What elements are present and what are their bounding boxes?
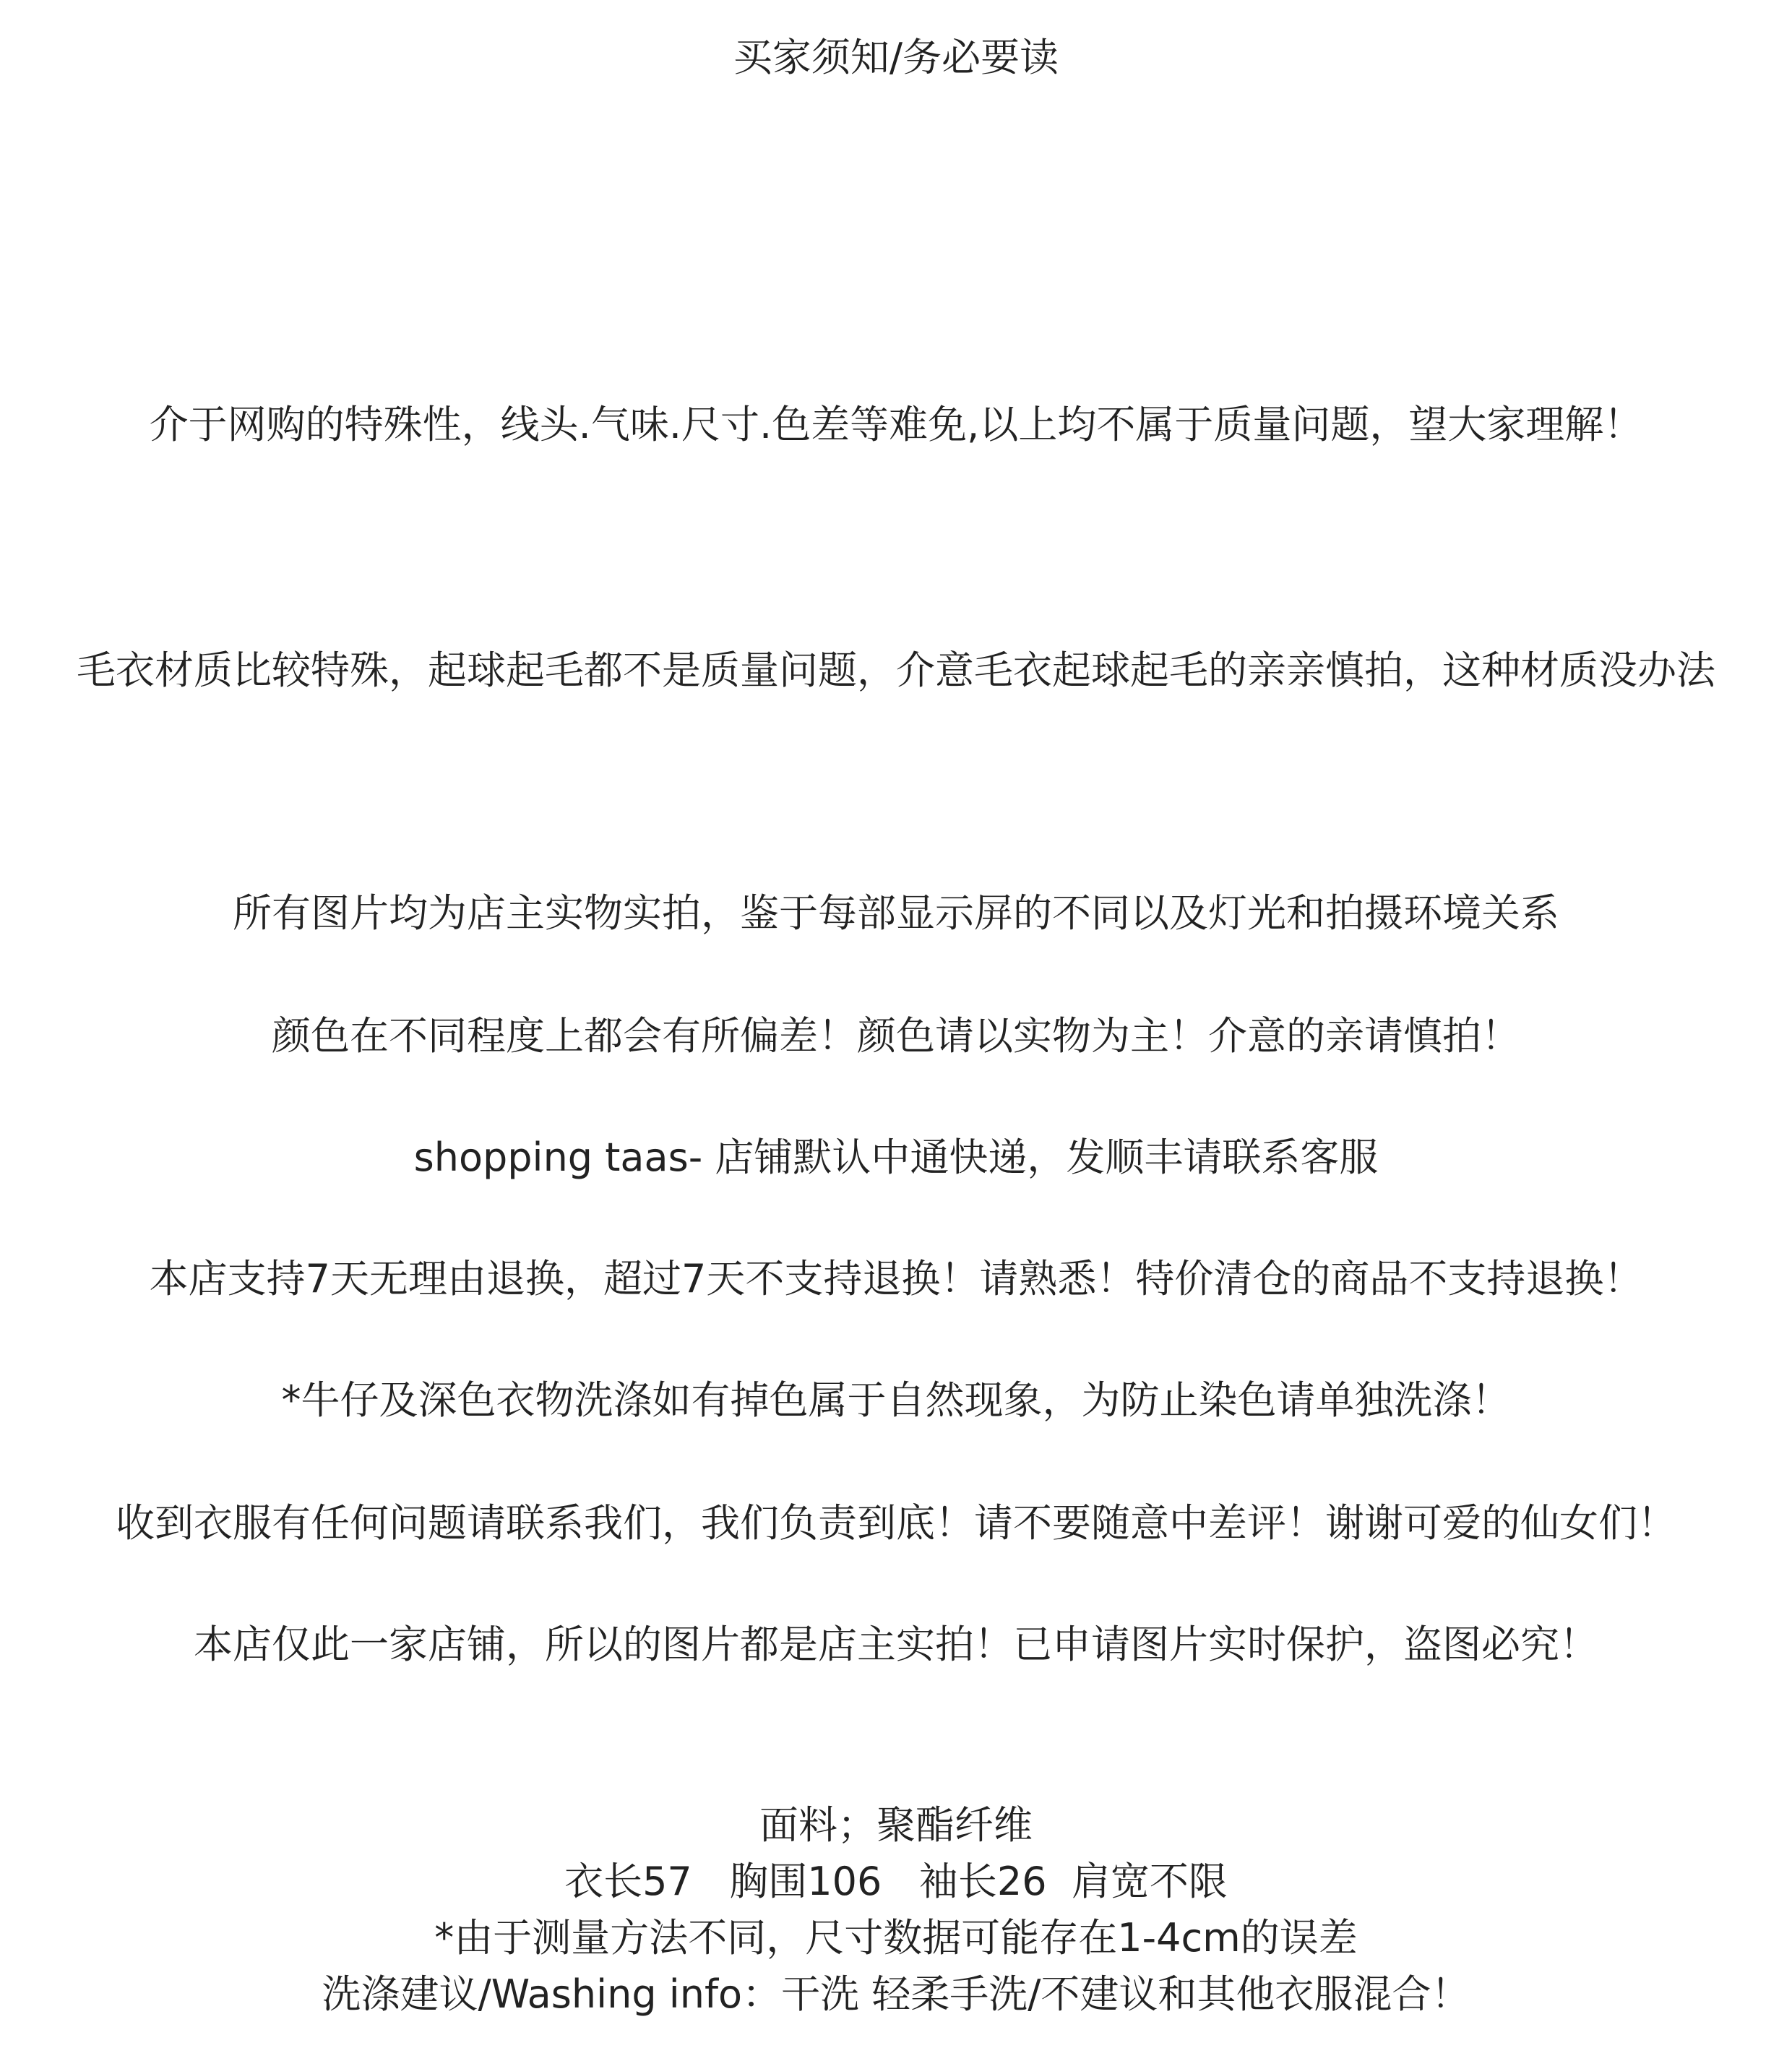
notice-shipping: shopping taas- 店铺默认中通快递，发顺丰请联系客服: [413, 1135, 1379, 1180]
notice-color-deviation: 颜色在不同程度上都会有所偏差！颜色请以实物为主！介意的亲请慎拍！: [272, 1013, 1520, 1059]
notice-return-policy: 本店支持7天无理由退换，超过7天不支持退换！请熟悉！特价清仓的商品不支持退换！: [149, 1256, 1643, 1301]
notice-sweater-pilling: 毛衣材质比较特殊，起球起毛都不是质量问题，介意毛衣起球起毛的亲亲慎拍，这种材质没办法: [77, 647, 1715, 693]
notice-real-photos: 所有图片均为店主实物实拍，鉴于每部显示屏的不同以及灯光和拍摄环境关系: [233, 890, 1559, 936]
spec-fabric: 面料；聚酯纤维: [759, 1802, 1033, 1848]
notice-online-shopping: 介于网购的特殊性，线头.气味.尺寸.色差等难免,以上均不属于质量问题，望大家理解！: [149, 402, 1643, 447]
page-title: 买家须知/务必要读: [733, 35, 1059, 80]
spec-measurement-note: *由于测量方法不同，尺寸数据可能存在1-4cm的误差: [434, 1915, 1358, 1961]
spec-washing-info: 洗涤建议/Washing info：干洗 轻柔手洗/不建议和其他衣服混合！: [322, 1971, 1470, 2017]
notice-only-store: 本店仅此一家店铺，所以的图片都是店主实拍！已申请图片实时保护，盗图必究！: [194, 1622, 1598, 1667]
notice-washing-color: *牛仔及深色衣物洗涤如有掉色属于自然现象，为防止染色请单独洗涤！: [281, 1377, 1511, 1423]
spec-measurements: 衣长57 胸围106 袖长26 肩宽不限: [564, 1859, 1228, 1904]
notice-contact-us: 收到衣服有任何问题请联系我们，我们负责到底！请不要随意中差评！谢谢可爱的仙女们！: [116, 1500, 1676, 1546]
